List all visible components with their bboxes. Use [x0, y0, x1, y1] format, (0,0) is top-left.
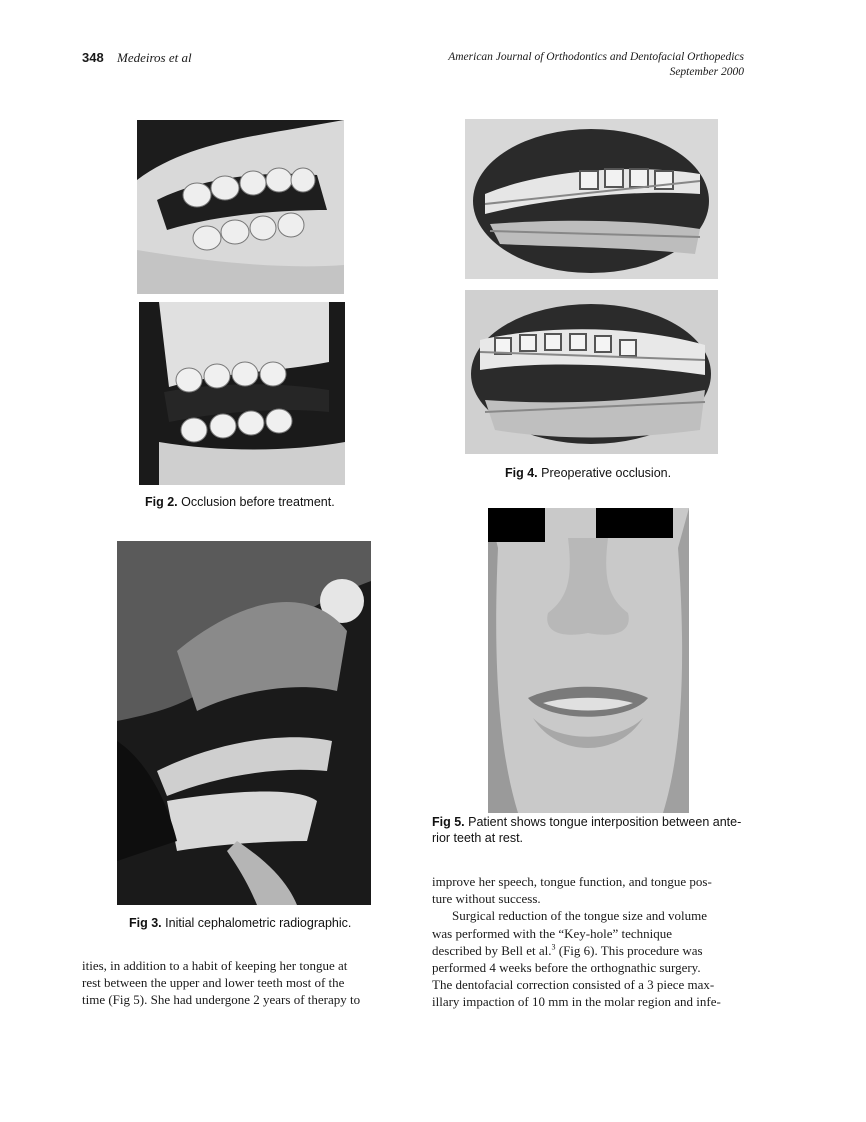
fig2-cast-photo-bottom	[139, 302, 345, 485]
eye-redaction-right	[596, 508, 673, 538]
page-number: 348	[82, 50, 104, 65]
right-line-1: improve her speech, tongue function, and tongue pos-	[432, 874, 712, 889]
fig3-label: Fig 3.	[129, 916, 162, 930]
right-line-5-text: described by Bell et al.	[432, 942, 552, 958]
right-line-5	[432, 942, 744, 959]
reference-3: 3	[551, 942, 556, 952]
fig5-caption-line2: rior teeth at rest.	[432, 831, 524, 845]
fig2-cast-photo-top	[137, 120, 344, 294]
fig4-label: Fig 4.	[505, 466, 538, 480]
left-line-2: rest between the upper and lower teeth most of the	[82, 975, 345, 991]
journal-title: American Journal of Orthodontics and Dentofacial Orthopedics	[448, 51, 744, 63]
right-line-6: performed 4 weeks before the orthognathic surgery.	[432, 960, 701, 976]
right-line-7: The dentofacial correction consisted of a 3 piece max-	[432, 977, 715, 993]
fig4-intraoral-photo-bottom	[465, 290, 718, 454]
right-line-4: was performed with the “Key-hole” technique	[432, 925, 673, 941]
fig2-label: Fig 2.	[145, 495, 178, 509]
fig4-intraoral-photo-top	[465, 119, 718, 279]
fig5-caption	[432, 814, 752, 846]
right-column-text	[432, 873, 744, 1011]
right-line-2: ture without success.	[432, 891, 541, 907]
fig3-caption-text: Initial cephalometric radiographic.	[165, 916, 352, 930]
right-line-3: Surgical reduction of the tongue size and volume	[452, 908, 707, 924]
fig2-caption	[145, 494, 335, 510]
left-line-3: time (Fig 5). She had undergone 2 years of therapy to	[82, 992, 361, 1008]
fig4-caption	[505, 465, 671, 481]
issue-date: September 2000	[669, 66, 744, 78]
fig3-radiograph	[117, 541, 371, 905]
fig5-caption-line1: Patient shows tongue interposition between ante-	[468, 815, 742, 829]
fig5-label: Fig 5.	[432, 815, 465, 829]
left-column-text	[82, 957, 396, 1009]
eye-redaction-left	[488, 508, 545, 542]
right-line-8: illary impaction of 10 mm in the molar region and infe-	[432, 994, 721, 1010]
fig4-caption-text: Preoperative occlusion.	[541, 466, 672, 480]
running-author: Medeiros et al	[117, 50, 192, 65]
fig2-caption-text: Occlusion before treatment.	[181, 495, 335, 509]
right-line-5-tail: (Fig 6). This procedure was	[555, 942, 703, 958]
fig3-caption	[129, 915, 351, 931]
left-line-1: ities, in addition to a habit of keeping her tongue at	[82, 958, 348, 973]
fig5-patient-photo	[488, 508, 689, 813]
